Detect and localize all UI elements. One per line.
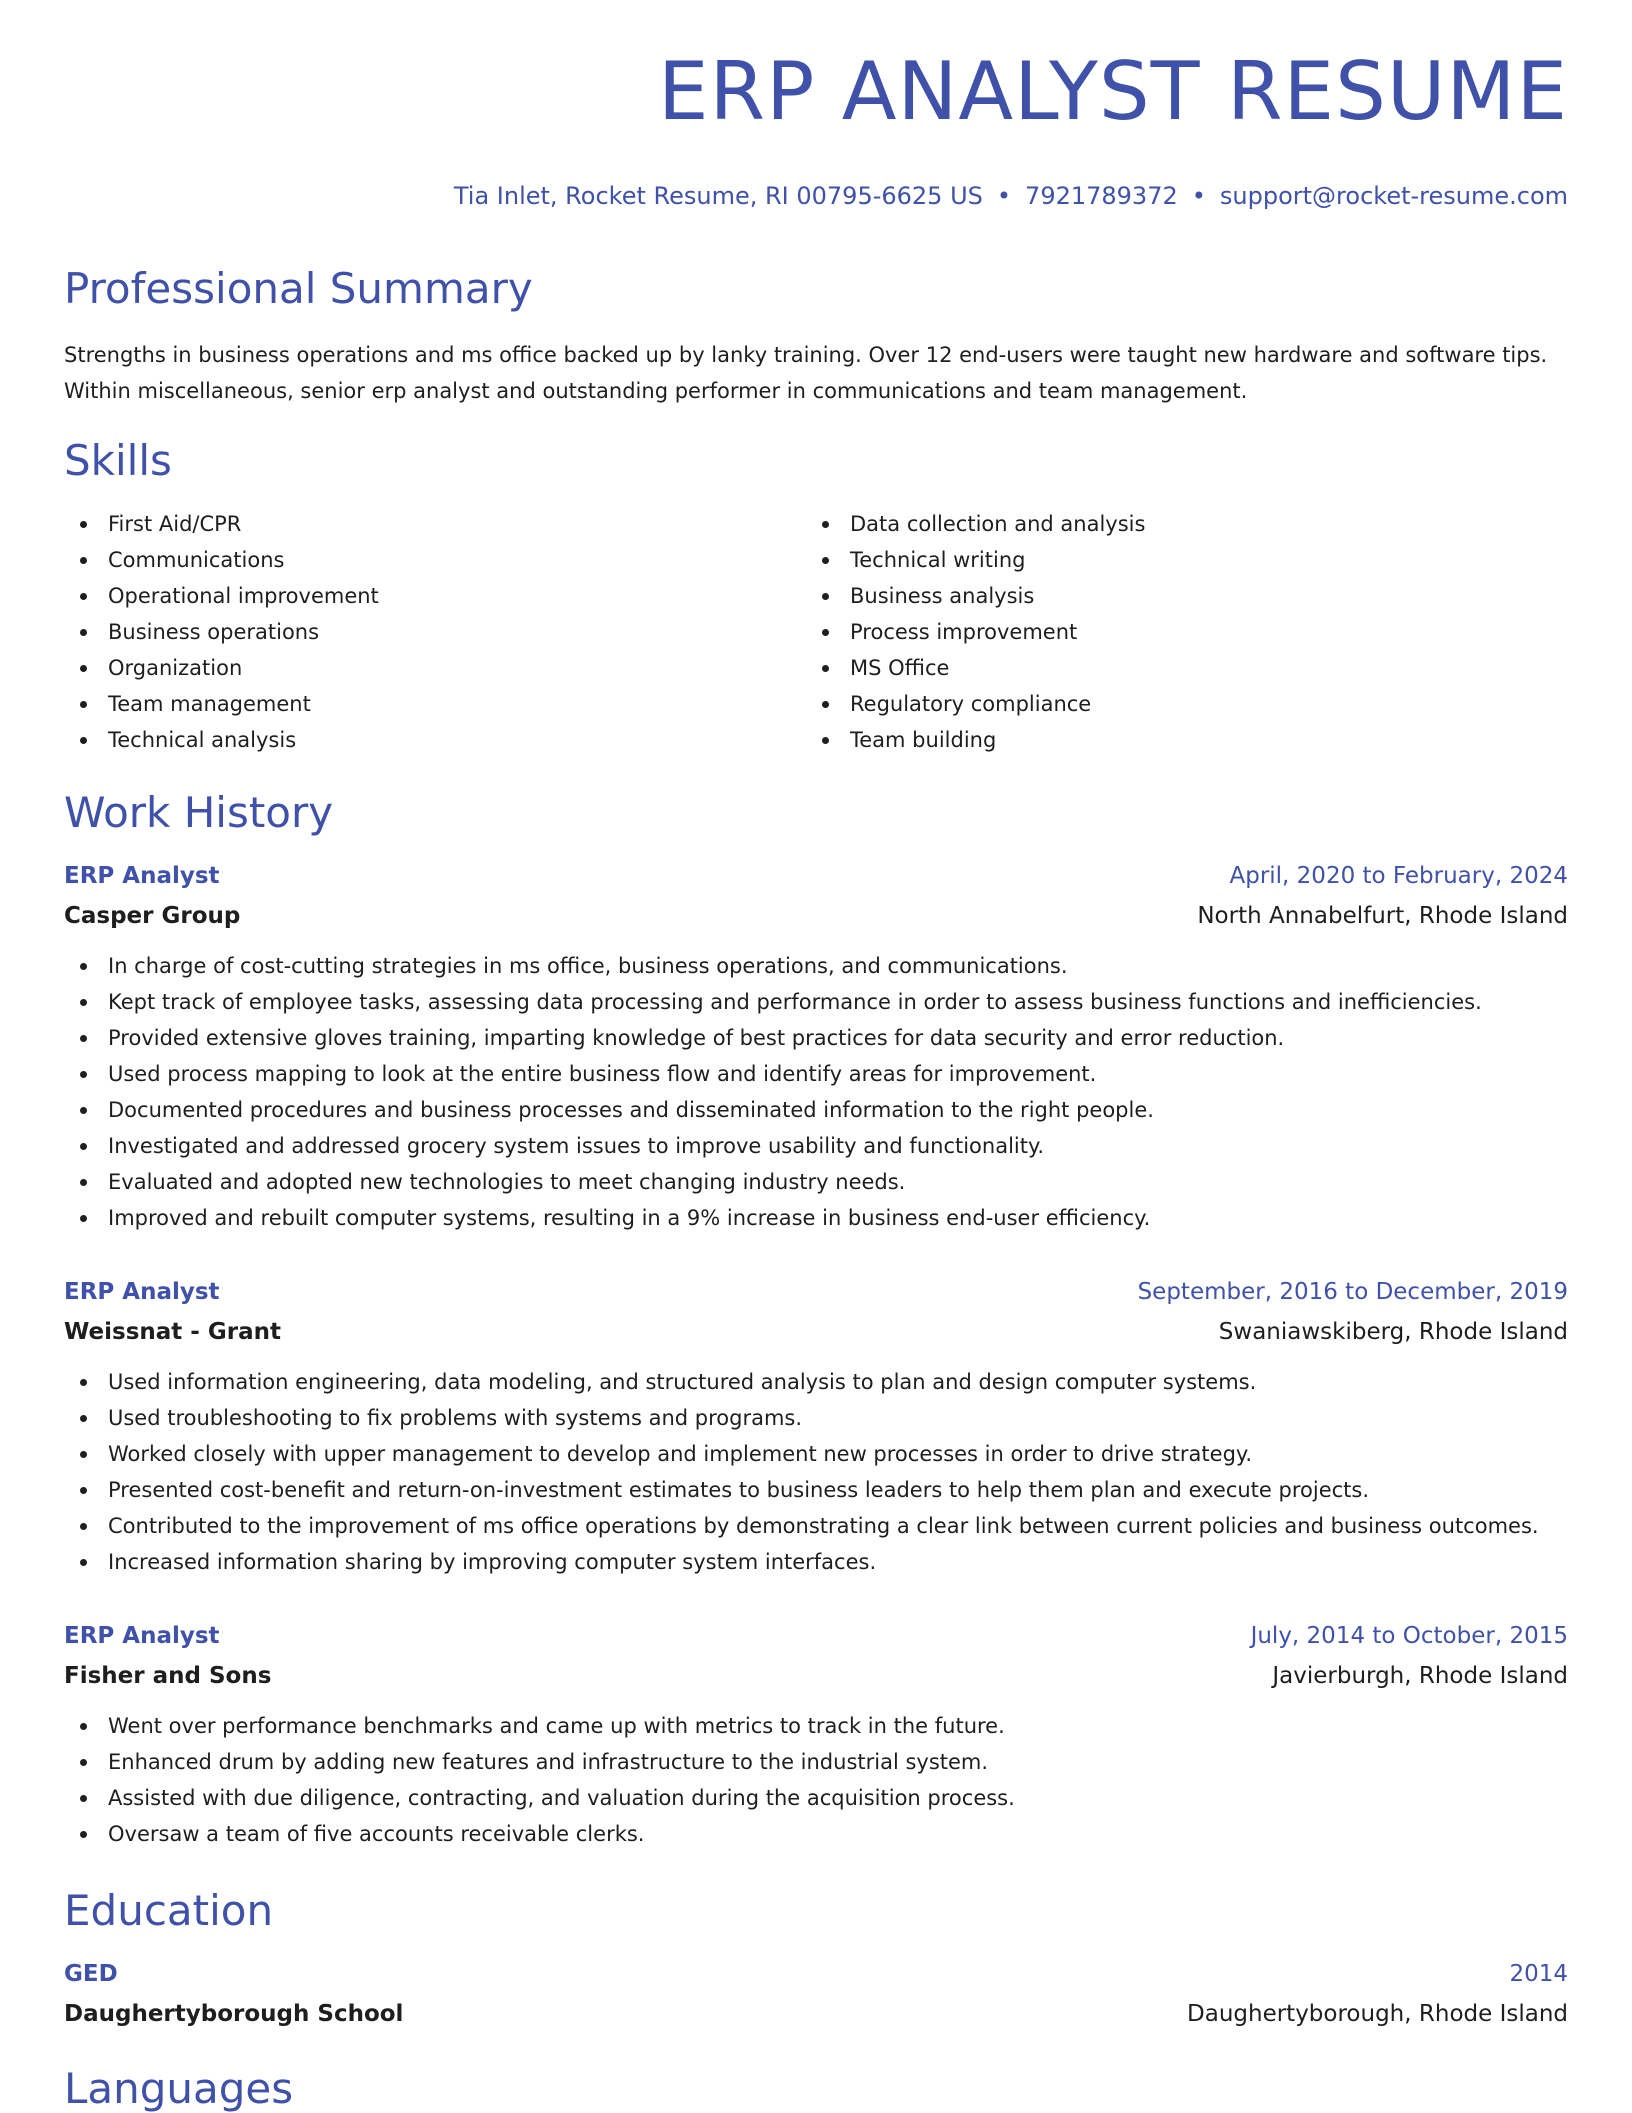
job-bullet: Documented procedures and business processes and disseminated information to the right people.: [64, 1092, 1568, 1128]
contact-line: [454, 182, 1568, 210]
job-bullet-list: [64, 948, 1568, 1236]
contact-address: Tia Inlet, Rocket Resume, RI 00795-6625 US: [453, 182, 983, 210]
education-heading: Education: [64, 1886, 274, 1935]
job-entry: [64, 1616, 1568, 1852]
skill-item: MS Office: [806, 650, 1145, 686]
job-bullet: Evaluated and adopted new technologies to meet changing industry needs.: [64, 1164, 1568, 1200]
job-company: Fisher and Sons: [64, 1663, 272, 1689]
languages-heading: Languages: [64, 2064, 294, 2113]
job-company: Casper Group: [64, 903, 241, 929]
job-bullet: In charge of cost-cutting strategies in ms office, business operations, and communications.: [64, 948, 1568, 984]
job-role: ERP Analyst: [64, 1279, 220, 1305]
job-entry: [64, 856, 1568, 1236]
job-bullet: Used process mapping to look at the entire business flow and identify areas for improvement.: [64, 1056, 1568, 1092]
job-bullet: Kept track of employee tasks, assessing data processing and performance in order to assess business functions and inefficiencies.: [64, 984, 1568, 1020]
job-bullet: Provided extensive gloves training, imparting knowledge of best practices for data security and error reduction.: [64, 1020, 1568, 1056]
summary-heading: Professional Summary: [64, 264, 533, 313]
resume-title: ERP ANALYST RESUME: [657, 45, 1568, 138]
skills-list-right: [806, 506, 1145, 758]
skill-item: Organization: [64, 650, 379, 686]
job-bullet: Increased information sharing by improving computer system interfaces.: [64, 1544, 1568, 1580]
skill-item: Communications: [64, 542, 379, 578]
education-year: 2014: [1509, 1961, 1568, 1987]
skill-item: Operational improvement: [64, 578, 379, 614]
work-history-heading: Work History: [64, 788, 334, 837]
job-bullet: Improved and rebuilt computer systems, resulting in a 9% increase in business end-user efficiency.: [64, 1200, 1568, 1236]
job-bullet: Investigated and addressed grocery system issues to improve usability and functionality.: [64, 1128, 1568, 1164]
skill-item: Process improvement: [806, 614, 1145, 650]
job-bullet: Assisted with due diligence, contracting, and valuation during the acquisition process.: [64, 1780, 1568, 1816]
job-company: Weissnat - Grant: [64, 1319, 281, 1345]
contact-separator: •: [996, 182, 1012, 210]
education-entry: [64, 1954, 1568, 2034]
skill-item: Regulatory compliance: [806, 686, 1145, 722]
job-location: Swaniawskiberg, Rhode Island: [1218, 1319, 1568, 1345]
education-location: Daughertyborough, Rhode Island: [1187, 2001, 1568, 2027]
skill-item: Team building: [806, 722, 1145, 758]
job-bullet: Used troubleshooting to fix problems with systems and programs.: [64, 1400, 1568, 1436]
skill-item: Business operations: [64, 614, 379, 650]
job-bullet: Used information engineering, data modeling, and structured analysis to plan and design computer systems.: [64, 1364, 1568, 1400]
job-bullet: Contributed to the improvement of ms office operations by demonstrating a clear link between current policies and business outcomes.: [64, 1508, 1568, 1544]
job-bullet: Oversaw a team of five accounts receivable clerks.: [64, 1816, 1568, 1852]
job-bullet: Went over performance benchmarks and came up with metrics to track in the future.: [64, 1708, 1568, 1744]
skills-heading: Skills: [64, 436, 172, 485]
skill-item: First Aid/CPR: [64, 506, 379, 542]
skill-item: Technical analysis: [64, 722, 379, 758]
job-bullet: Worked closely with upper management to develop and implement new processes in order to drive strategy.: [64, 1436, 1568, 1472]
skill-item: Team management: [64, 686, 379, 722]
skills-list-left: [64, 506, 379, 758]
contact-email: support@rocket-resume.com: [1219, 182, 1568, 210]
job-bullet-list: [64, 1364, 1568, 1580]
skill-item: Business analysis: [806, 578, 1145, 614]
job-entry: [64, 1272, 1568, 1580]
job-bullet: Presented cost-benefit and return-on-investment estimates to business leaders to help them plan and execute projects.: [64, 1472, 1568, 1508]
job-dates: September, 2016 to December, 2019: [1137, 1279, 1568, 1305]
education-school: Daughertyborough School: [64, 2001, 404, 2027]
skill-item: Technical writing: [806, 542, 1145, 578]
skill-item: Data collection and analysis: [806, 506, 1145, 542]
job-bullet: Enhanced drum by adding new features and infrastructure to the industrial system.: [64, 1744, 1568, 1780]
job-dates: July, 2014 to October, 2015: [1250, 1623, 1568, 1649]
contact-separator: •: [1191, 182, 1206, 210]
summary-text: Strengths in business operations and ms office backed up by lanky training. Over 12 end-users were taught new hardware and software tips. Within miscellaneous, senior erp analyst and outstanding performer in communications and team management.: [64, 343, 1548, 403]
job-location: North Annabelfurt, Rhode Island: [1197, 903, 1568, 929]
job-role: ERP Analyst: [64, 1623, 220, 1649]
job-dates: April, 2020 to February, 2024: [1229, 863, 1568, 889]
job-location: Javierburgh, Rhode Island: [1272, 1663, 1568, 1689]
education-degree: GED: [64, 1961, 118, 1987]
contact-phone: 7921789372: [1025, 182, 1178, 210]
job-bullet-list: [64, 1708, 1568, 1852]
job-role: ERP Analyst: [64, 863, 220, 889]
